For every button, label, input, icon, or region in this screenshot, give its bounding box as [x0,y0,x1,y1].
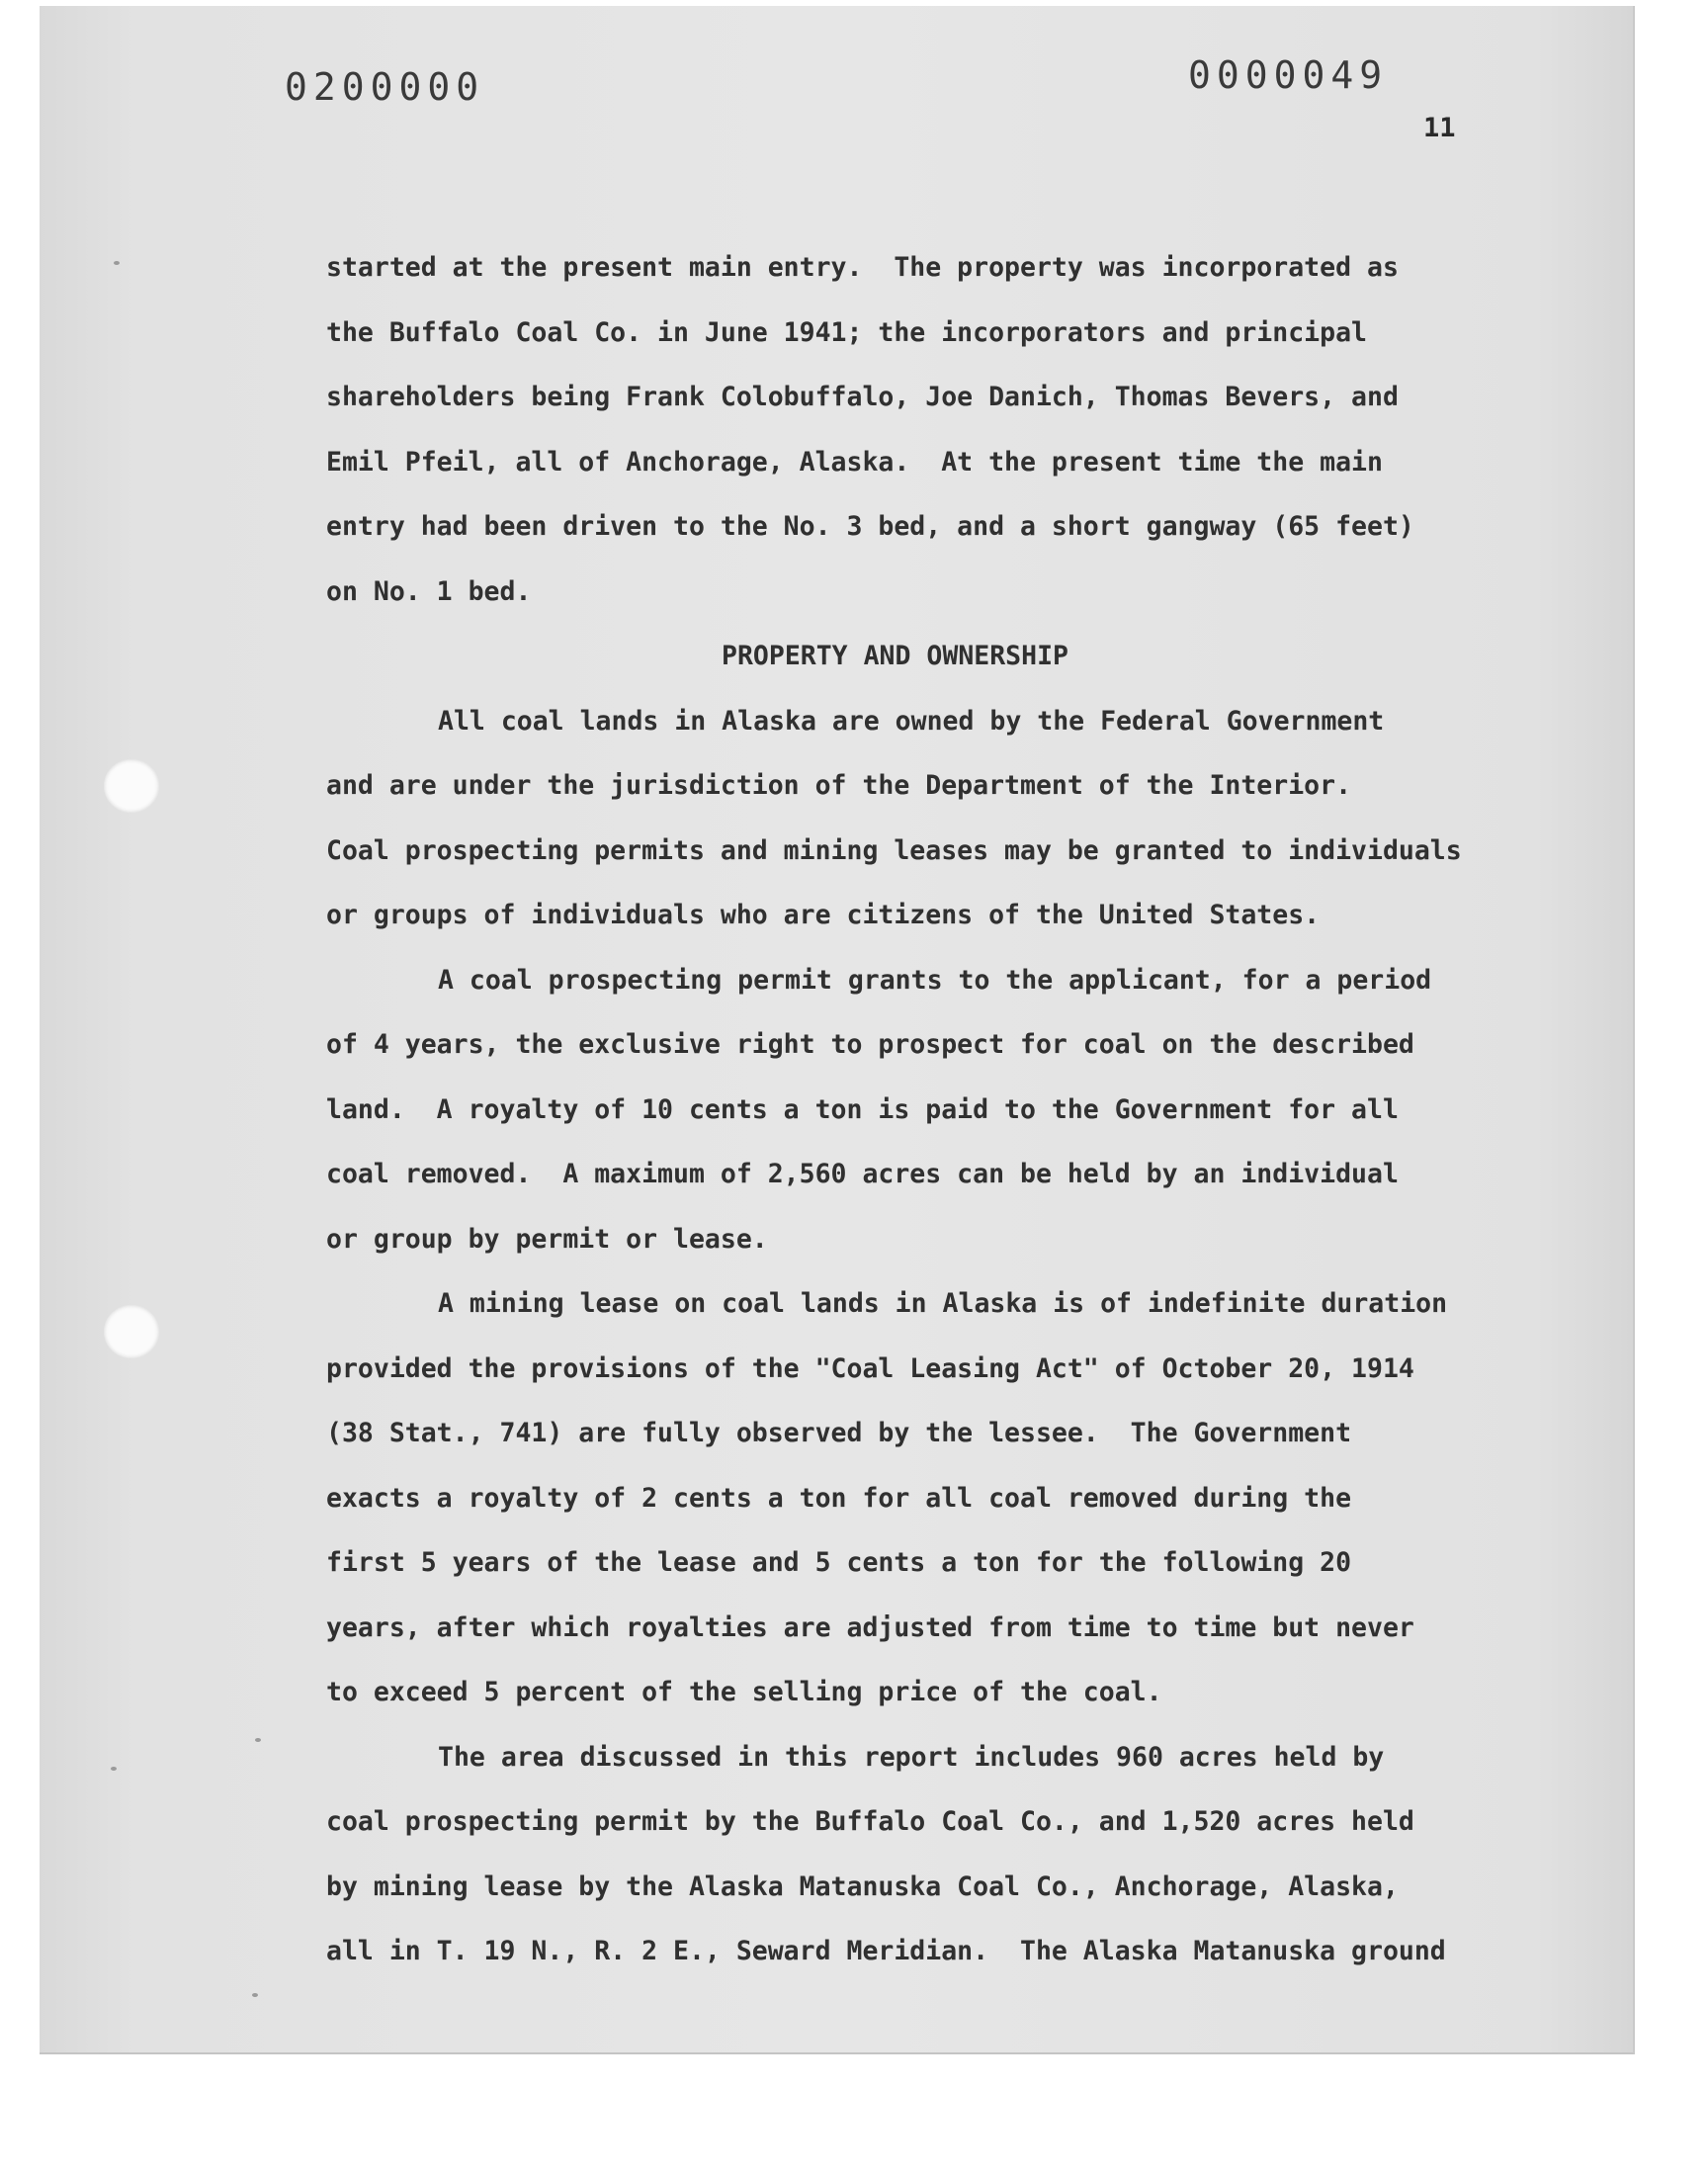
scan-speck [114,261,120,265]
text-line: to exceed 5 percent of the selling price of the coal. [326,1677,1162,1707]
text-line: first 5 years of the lease and 5 cents a ton for the following 20 [326,1547,1352,1578]
paragraph [326,689,1591,948]
punch-hole [104,759,159,813]
paragraph [326,1725,1591,1984]
text-line: of 4 years, the exclusive right to prospect for coal on the described [326,1029,1414,1060]
text-line: exacts a royalty of 2 cents a ton for all coal removed during the [326,1482,1352,1514]
scan-speck [111,1767,117,1771]
text-line: and are under the jurisdiction of the Department of the Interior. [326,770,1352,801]
text-line: shareholders being Frank Colobuffalo, Joe Danich, Thomas Bevers, and [326,382,1399,412]
text-line: The area discussed in this report includes 960 acres held by [438,1741,1385,1773]
paragraph [326,948,1591,1272]
paragraph [326,1271,1591,1725]
document-stamp-right: 0000049 [1188,53,1389,97]
text-line: the Buffalo Coal Co. in June 1941; the incorporators and principal [326,316,1367,348]
text-line: A coal prospecting permit grants to the applicant, for a period [438,964,1432,996]
text-line: coal prospecting permit by the Buffalo Coal Co., and 1,520 acres held [326,1806,1414,1837]
text-line: started at the present main entry. The property was incorporated as [326,252,1399,283]
text-line: Emil Pfeil, all of Anchorage, Alaska. At the present time the main [326,446,1383,478]
text-line: or group by permit or lease. [326,1223,768,1255]
text-line: All coal lands in Alaska are owned by the Federal Government [438,705,1385,737]
page-number: 11 [1423,113,1456,143]
text-line: Coal prospecting permits and mining leases may be granted to individuals [326,834,1462,866]
text-line: provided the provisions of the "Coal Leasing Act" of October 20, 1914 [326,1352,1414,1384]
text-line: years, after which royalties are adjusted from time to time but never [326,1611,1414,1643]
text-line: entry had been driven to the No. 3 bed, and a short gangway (65 feet) [326,511,1414,542]
section-heading: PROPERTY AND OWNERSHIP [722,641,1068,671]
text-line: coal removed. A maximum of 2,560 acres can be held by an individual [326,1159,1399,1189]
scan-speck [255,1738,261,1742]
text-line: all in T. 19 N., R. 2 E., Seward Meridian. The Alaska Matanuska ground [326,1936,1446,1966]
text-line: by mining lease by the Alaska Matanuska Coal Co., Anchorage, Alaska, [326,1870,1399,1902]
paragraph [326,235,1591,624]
punch-hole [104,1305,159,1358]
scan-speck [252,1993,258,1997]
text-line: or groups of individuals who are citizens of the United States. [326,900,1321,930]
scanned-page [40,6,1635,2054]
text-line: on No. 1 bed. [326,575,532,607]
text-line: land. A royalty of 10 cents a ton is paid to the Government for all [326,1093,1399,1125]
document-stamp-left: 0200000 [285,65,485,109]
text-line: (38 Stat., 741) are fully observed by the lessee. The Government [326,1418,1352,1448]
document-body [326,235,1591,1984]
text-line: A mining lease on coal lands in Alaska is of indefinite duration [438,1288,1448,1319]
